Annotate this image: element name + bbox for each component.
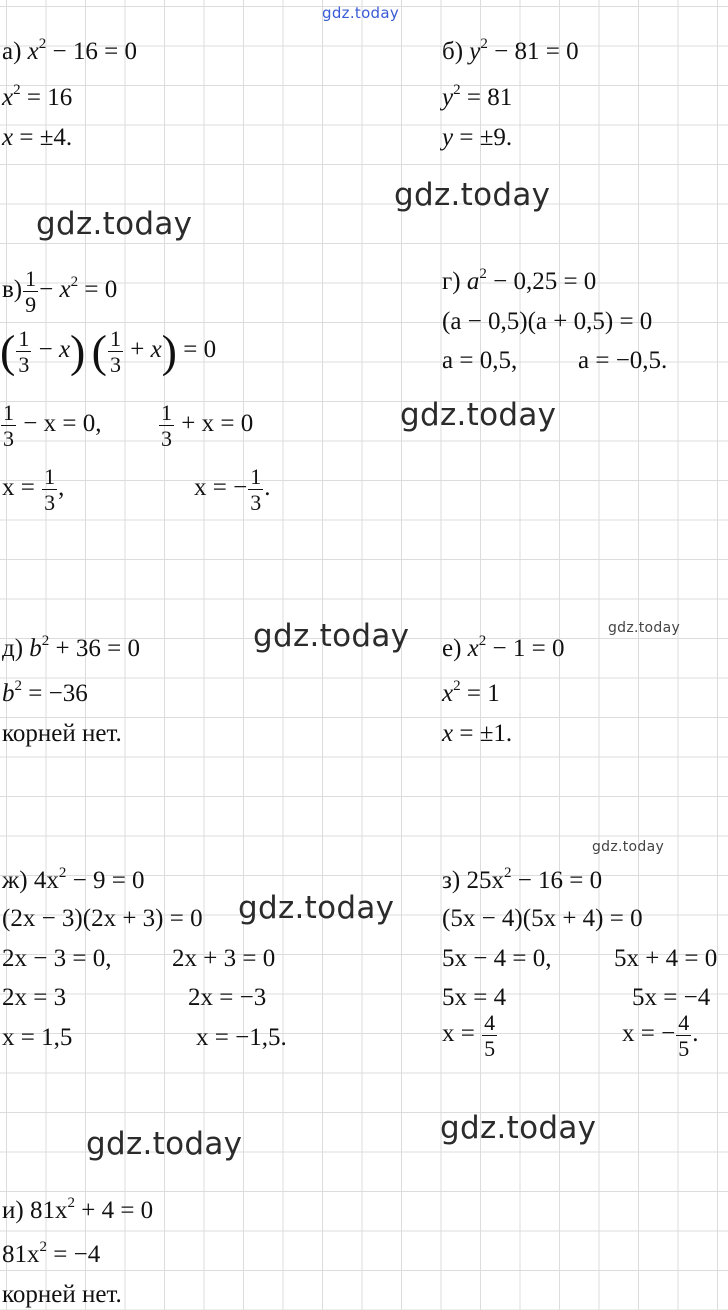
problem-d-equation: д) $b^2 + 36 = 0$ (2, 633, 140, 662)
problem-z-equation: з) $25x^2 - 16 = 0$ (442, 865, 603, 894)
problem-g-equation: г) $a^2 - 0,25 = 0$ (442, 266, 597, 295)
problem-i-answer: корней нет. (2, 1281, 122, 1308)
watermark: gdz.today (608, 620, 681, 636)
problem-b-equation: б) $y^2 - 81 = 0$ (442, 36, 579, 65)
watermark: gdz.today (400, 397, 557, 433)
problem-v-root2: x = − $\frac{1}{3}$ . (194, 464, 271, 515)
problem-z-factored: (5x − 4)(5x + 4) = 0 (442, 905, 643, 932)
problem-i-equation: и) $81x^2 + 4 = 0$ (2, 1195, 154, 1224)
problem-g-root2: a = −0,5. (578, 347, 668, 374)
problem-z-root1: x = $\frac{4}{5}$ (442, 1010, 496, 1061)
problem-b-step: $y^2 = 81$ (442, 82, 513, 111)
problem-zh-step2: 2x = −3 (188, 984, 267, 1011)
problem-a-answer: x = ±4. (2, 124, 73, 151)
problem-v-root1: x = $\frac{1}{3}$ , (2, 464, 65, 515)
problem-e-answer: x = ±1. (442, 720, 513, 747)
watermark: gdz.today (86, 1126, 243, 1162)
watermark-top: gdz.today (322, 4, 400, 22)
problem-zh-step1: 2x = 3 (2, 984, 67, 1011)
watermark: gdz.today (592, 839, 665, 855)
watermark: gdz.today (440, 1110, 597, 1146)
problem-v-equation: в) $\frac{1}{9}$ − $x^2 = 0$ (2, 266, 118, 317)
problem-a-equation: а) $x^2 - 16 = 0$ (2, 36, 137, 65)
problem-zh-case2: 2x + 3 = 0 (172, 945, 276, 972)
problem-z-case2: 5x + 4 = 0 (614, 945, 718, 972)
problem-zh-root2: x = −1,5. (196, 1024, 287, 1051)
problem-zh-factored: (2x − 3)(2x + 3) = 0 (2, 905, 203, 932)
problem-z-case1: 5x − 4 = 0, (442, 945, 552, 972)
watermark: gdz.today (394, 177, 551, 213)
problem-i-step: $81x^2 = -4$ (2, 1239, 101, 1268)
problem-zh-root1: x = 1,5 (2, 1024, 73, 1051)
watermark: gdz.today (36, 206, 193, 242)
problem-v-case1: $\frac{1}{3}$ − x = 0, (3, 400, 102, 451)
problem-g-root1: a = 0,5, (442, 347, 518, 374)
problem-z-step1: 5x = 4 (442, 984, 507, 1011)
watermark: gdz.today (238, 890, 395, 926)
problem-b-answer: y = ±9. (442, 124, 513, 151)
problem-v-factored: ( $\frac{1}{3}$ − x) ( $\frac{1}{3}$ + x) = 0 (0, 325, 217, 377)
problem-a-step: $x^2 = 16$ (2, 82, 73, 111)
problem-z-step2: 5x = −4 (632, 984, 711, 1011)
problem-e-step: $x^2 = 1$ (442, 678, 500, 707)
problem-z-root2: x = − $\frac{4}{5}$ . (622, 1010, 699, 1061)
problem-g-factored: (a − 0,5)(a + 0,5) = 0 (442, 308, 653, 335)
fraction-one-ninth: $\frac{1}{9}$ (25, 266, 37, 317)
problem-v-case2: $\frac{1}{3}$ + x = 0 (161, 400, 254, 451)
problem-d-answer: корней нет. (2, 720, 122, 747)
watermark: gdz.today (253, 618, 410, 654)
problem-d-step: $b^2 = -36$ (2, 678, 88, 707)
problem-e-equation: е) $x^2 - 1 = 0$ (442, 633, 565, 662)
problem-zh-equation: ж) $4x^2 - 9 = 0$ (2, 865, 145, 894)
problem-zh-case1: 2x − 3 = 0, (2, 945, 112, 972)
